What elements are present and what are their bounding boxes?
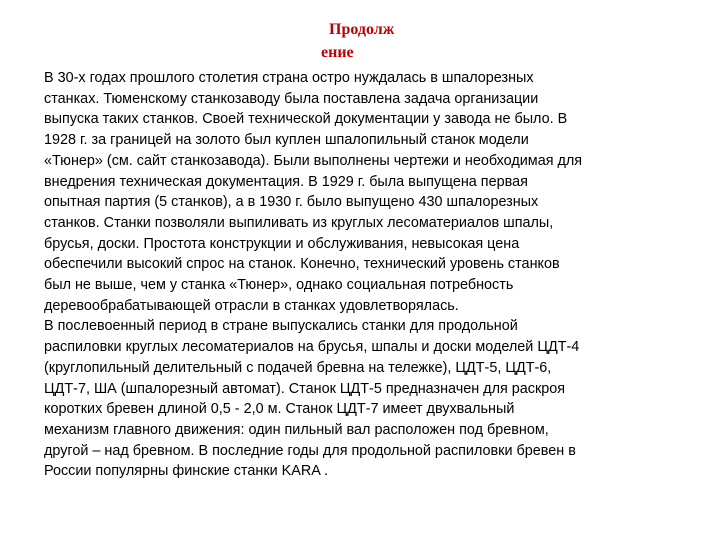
text-line: станках. Тюменскому станкозаводу была поставлена задача организации — [44, 90, 539, 107]
text-line: деревообрабатывающей отрасли в станках удовлетворялась. — [44, 297, 459, 314]
slide-title — [300, 18, 430, 64]
text-line: внедрения техническая документация. В 1929 г. была выпущена первая — [44, 173, 528, 190]
text-line: брусья, доски. Простота конструкции и обслуживания, невысокая цена — [44, 235, 520, 252]
text-line: 1928 г. за границей на золото был куплен шпалопильный станок модели — [44, 132, 529, 149]
text-line: обеспечили высокий спрос на станок. Конечно, технический уровень станков — [44, 256, 560, 273]
text-line: был не выше, чем у станка «Тюнер», однако социальная потребность — [44, 277, 514, 294]
title-line-2: ение — [321, 44, 354, 61]
text-line: механизм главного движения: один пильный вал расположен под бревном, — [44, 421, 549, 438]
text-line: (круглопильный делительный с подачей бревна на тележке), ЦДТ-5, ЦДТ-6, — [44, 359, 552, 376]
text-line: «Тюнер» (см. сайт станкозавода). Были выполнены чертежи и необходимая для — [44, 152, 583, 169]
text-line: В послевоенный период в стране выпускались станки для продольной — [44, 318, 518, 335]
text-line: ЦДТ-7, ША (шпалорезный автомат). Станок ЦДТ-5 предназначен для раскроя — [44, 380, 566, 397]
text-line: опытная партия (5 станков), а в 1930 г. было выпущено 430 шпалорезных — [44, 194, 539, 211]
text-line: распиловки круглых лесоматериалов на брусья, шпалы и доски моделей ЦДТ-4 — [44, 339, 580, 356]
body-text — [44, 68, 694, 482]
text-line: России популярны финские станки KARA . — [44, 463, 329, 480]
text-line: В 30-х годах прошлого столетия страна остро нуждалась в шпалорезных — [44, 70, 534, 86]
text-line: коротких бревен длиной 0,5 - 2,0 м. Станок ЦДТ-7 имеет двухвальный — [44, 401, 515, 418]
title-line-1: Продолж — [329, 21, 395, 38]
text-line: выпуска таких станков. Своей технической документации у завода не было. В — [44, 111, 568, 128]
text-line: станков. Станки позволяли выпиливать из круглых лесоматериалов шпалы, — [44, 214, 554, 231]
text-line: другой – над бревном. В последние годы для продольной распиловки бревен в — [44, 442, 576, 459]
